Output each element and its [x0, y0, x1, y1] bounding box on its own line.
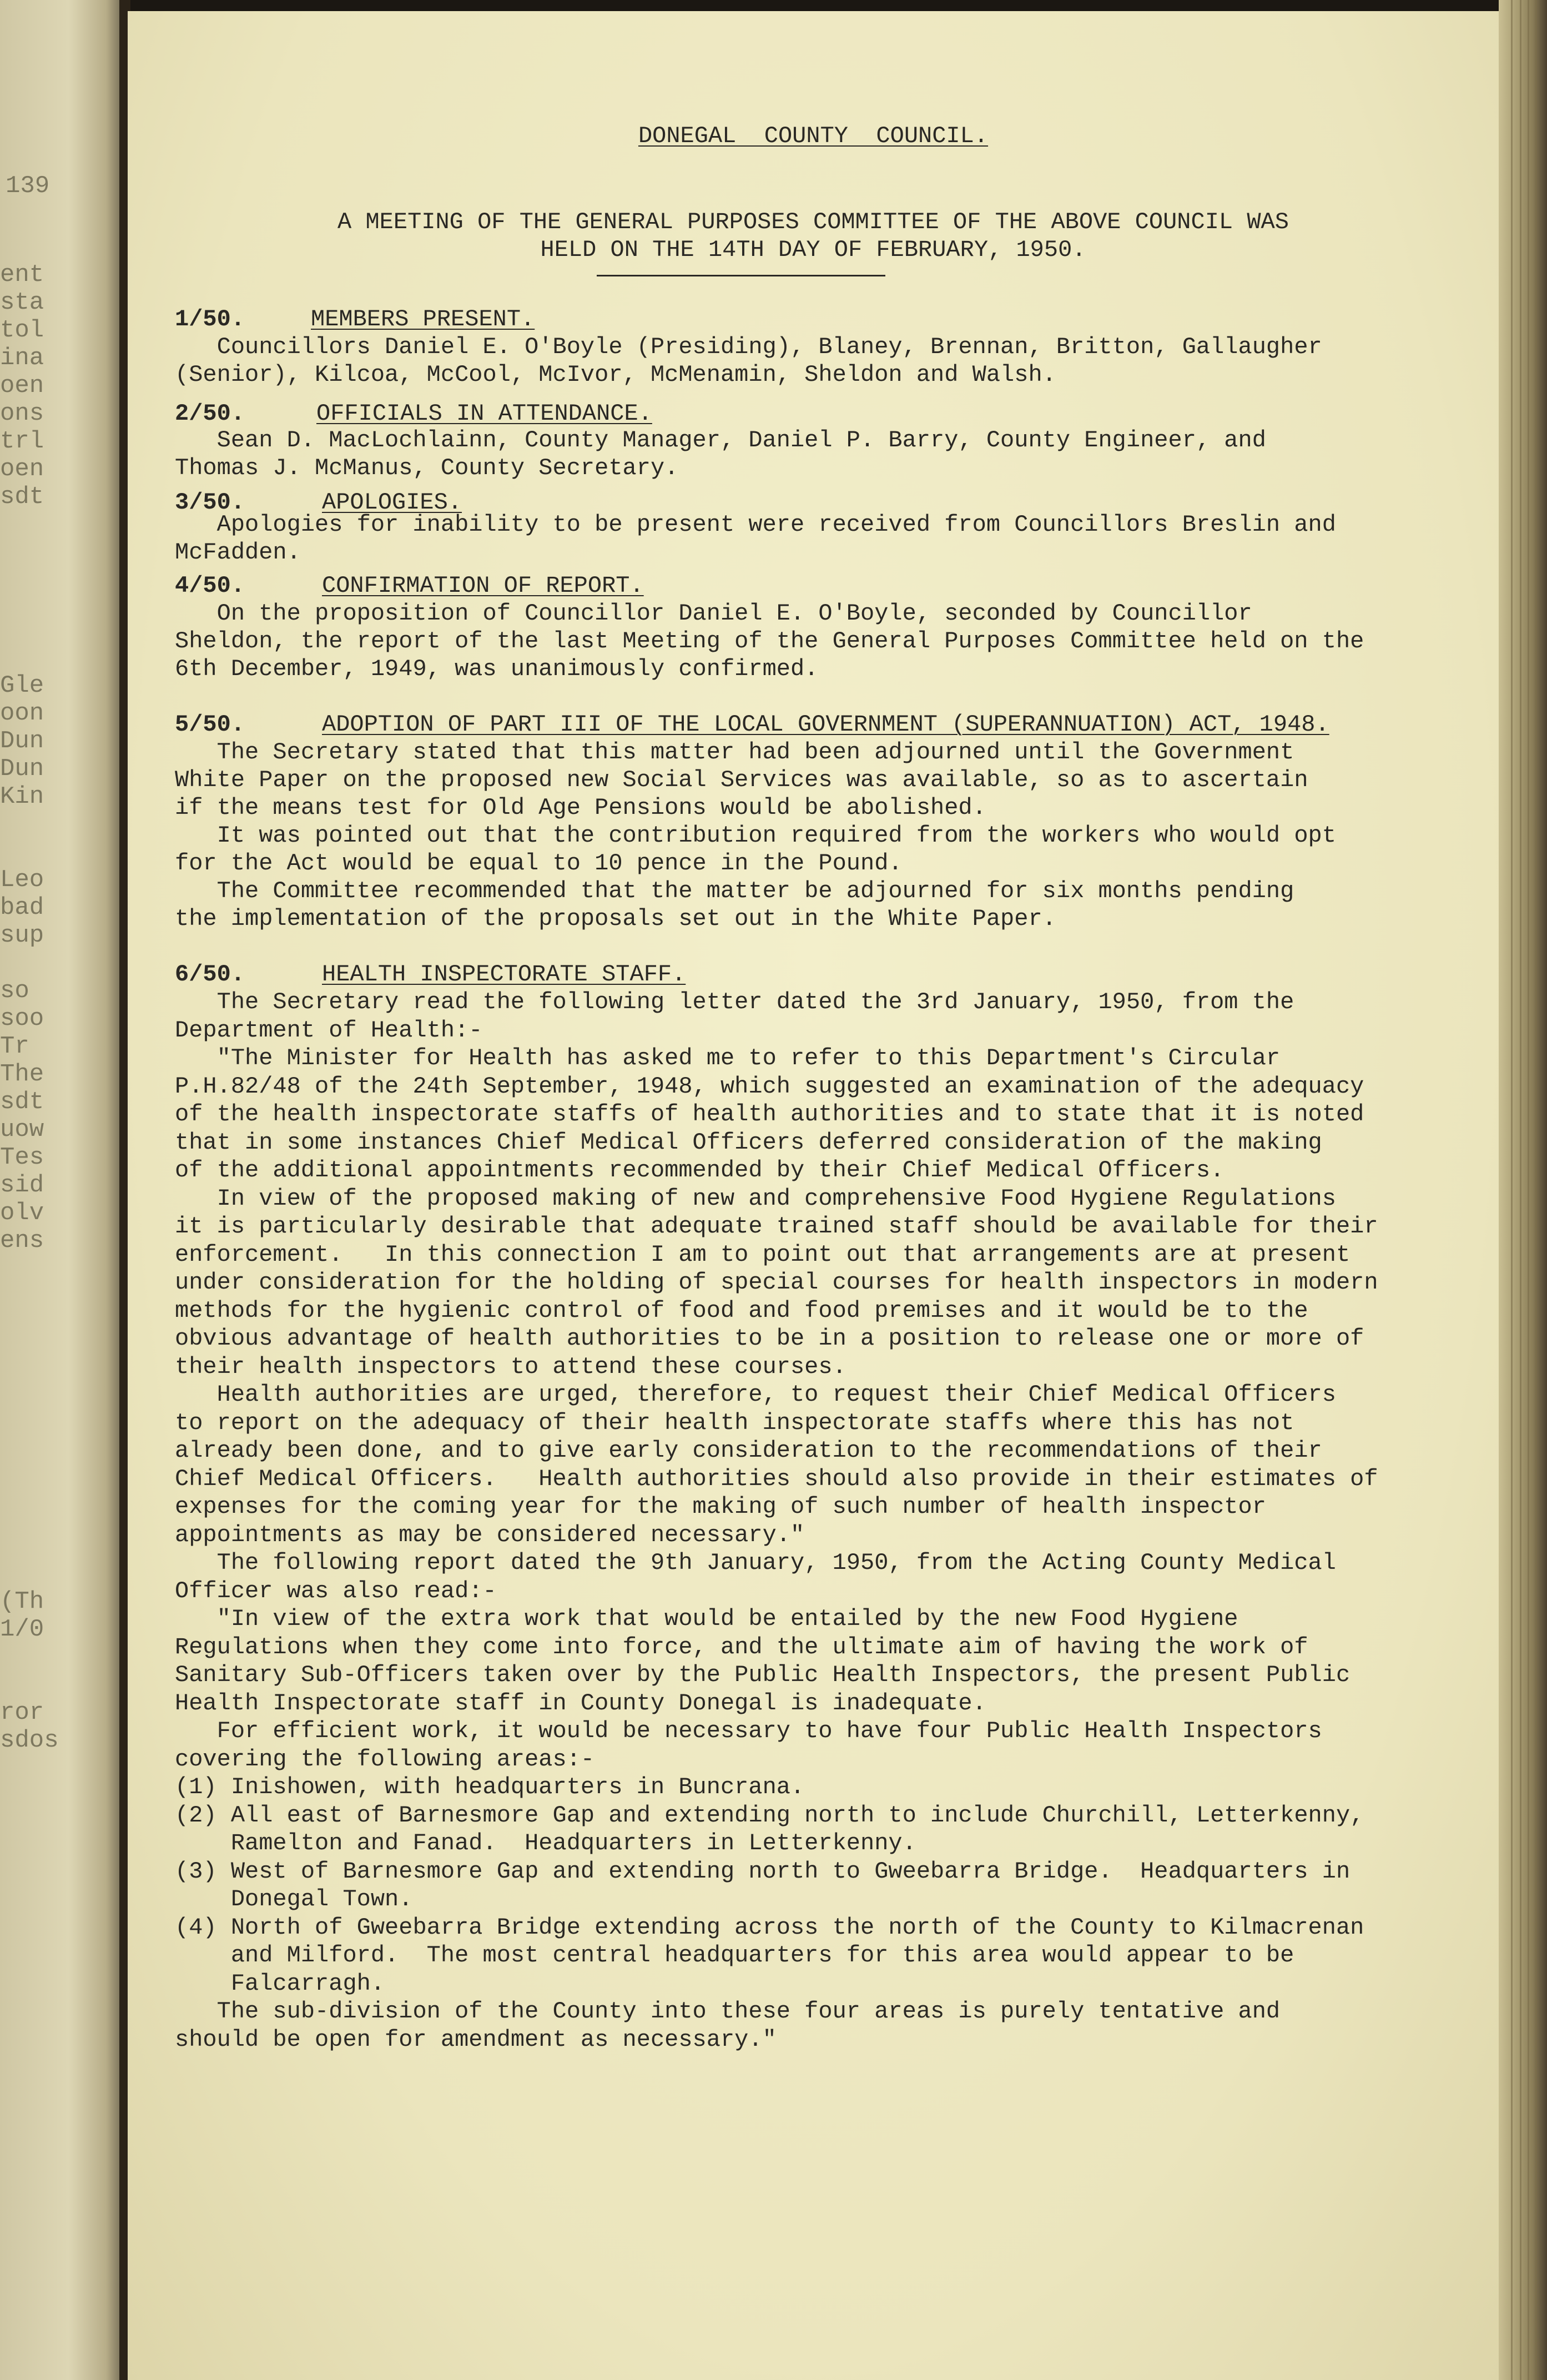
item-text-line: On the proposition of Councillor Daniel E. O'Boyle, seconded by Councillor: [175, 600, 1252, 627]
item-text-line: "In view of the extra work that would be entailed by the new Food Hygiene: [175, 1606, 1238, 1632]
item-text-line: enforcement. In this connection I am to point out that arrangements are at present: [175, 1241, 1351, 1268]
left-page-fragment: ens: [0, 1227, 44, 1255]
item-number: 3/50.: [175, 489, 245, 516]
left-page-fragment: Tr: [0, 1033, 29, 1060]
meeting-title-line-1: A MEETING OF THE GENERAL PURPOSES COMMITTEE OF THE ABOVE COUNCIL WAS: [337, 209, 1289, 235]
list-item: Ramelton and Fanad. Headquarters in Letterkenny.: [175, 1830, 916, 1856]
list-item: (2) All east of Barnesmore Gap and extending north to include Churchill, Letterkenny,: [175, 1802, 1364, 1829]
left-page-fragment: sid: [0, 1171, 44, 1199]
left-page-fragment: oen: [0, 455, 44, 483]
list-item: Falcarragh.: [175, 1970, 385, 1997]
page-stack-line: [1535, 0, 1537, 2380]
item-text-line: "The Minister for Health has asked me to refer to this Department's Circular: [175, 1045, 1281, 1071]
item-text-line: Health authorities are urged, therefore, to request their Chief Medical Officers: [175, 1381, 1336, 1408]
left-page-fragment: oon: [0, 700, 44, 727]
page-stack-line: [1528, 0, 1529, 2380]
item-text-line: The following report dated the 9th January, 1950, from the Acting County Medical: [175, 1549, 1336, 1576]
left-page-fragment: oen: [0, 372, 44, 400]
item-text-line: Health Inspectorate staff in County Donegal is inadequate.: [175, 1689, 986, 1717]
item-text-line: The Secretary stated that this matter had been adjourned until the Government: [175, 739, 1294, 766]
item-text-line: should be open for amendment as necessary.": [175, 2026, 777, 2053]
left-page-fragment: 1/0: [0, 1616, 44, 1643]
left-page-fragment: Dun: [0, 727, 44, 755]
left-page-fragment: sta: [0, 289, 44, 316]
item-heading: OFFICIALS IN ATTENDANCE.: [316, 400, 652, 427]
left-page-fragment: ons: [0, 400, 44, 427]
item-text-line: their health inspectors to attend these courses.: [175, 1353, 846, 1380]
item-text-line: under consideration for the holding of special courses for health inspectors in modern: [175, 1269, 1378, 1296]
list-item: Donegal Town.: [175, 1886, 413, 1913]
item-text-line: that in some instances Chief Medical Officers deferred consideration of the making: [175, 1129, 1322, 1156]
left-page-fragment: Tes: [0, 1144, 44, 1171]
left-page-fragment: 139: [6, 172, 50, 200]
left-page-fragment: uow: [0, 1116, 44, 1144]
list-item: (3) West of Barnesmore Gap and extending north to Gweebarra Bridge. Headquarters in: [175, 1858, 1351, 1885]
list-item: (1) Inishowen, with headquarters in Buncrana.: [175, 1774, 805, 1800]
item-text-line: appointments as may be considered necessary.": [175, 1521, 805, 1548]
item-number: 2/50.: [175, 400, 245, 427]
item-text-line: expenses for the coming year for the making of such number of health inspector: [175, 1493, 1266, 1520]
item-text-line: covering the following areas:-: [175, 1745, 595, 1773]
list-item: and Milford. The most central headquarters for this area would appear to be: [175, 1942, 1294, 1969]
item-text-line: already been done, and to give early consideration to the recommendations of their: [175, 1437, 1322, 1464]
item-text-line: The sub-division of the County into these four areas is purely tentative and: [175, 1998, 1281, 2025]
left-page-fragment: trl: [0, 427, 44, 455]
page-stack-line: [1511, 0, 1513, 2380]
item-text-line: The Committee recommended that the matter be adjourned for six months pending: [175, 878, 1294, 904]
item-text-line: Chief Medical Officers. Health authorities should also provide in their estimates of: [175, 1465, 1378, 1492]
left-page-fragment: ina: [0, 344, 44, 372]
item-text-line: Department of Health:-: [175, 1017, 483, 1044]
item-text-line: if the means test for Old Age Pensions would be abolished.: [175, 794, 986, 821]
item-text-line: For efficient work, it would be necessary to have four Public Health Inspectors: [175, 1718, 1322, 1744]
title-divider: [597, 275, 885, 276]
item-text-line: (Senior), Kilcoa, McCool, McIvor, McMenamin, Sheldon and Walsh.: [175, 361, 1056, 388]
document-page: [128, 11, 1499, 2380]
left-page-fragment: sdos: [0, 1727, 59, 1754]
item-text-line: Sean D. MacLochlainn, County Manager, Daniel P. Barry, County Engineer, and: [175, 427, 1266, 454]
left-page-fragment: soo: [0, 1005, 44, 1033]
left-page-fragment: olv: [0, 1199, 44, 1227]
left-page-fragment: sdt: [0, 1088, 44, 1116]
item-text-line: P.H.82/48 of the 24th September, 1948, which suggested an examination of the adequacy: [175, 1073, 1364, 1100]
left-page-fragment: sdt: [0, 483, 44, 511]
item-text-line: methods for the hygienic control of food and food premises and it would be to the: [175, 1297, 1308, 1324]
item-heading: CONFIRMATION OF REPORT.: [322, 572, 644, 599]
item-text-line: In view of the proposed making of new and comprehensive Food Hygiene Regulations: [175, 1185, 1336, 1212]
page-stack-line: [1520, 0, 1521, 2380]
item-text-line: Regulations when they come into force, and the ultimate aim of having the work of: [175, 1633, 1308, 1661]
item-text-line: 6th December, 1949, was unanimously confirmed.: [175, 656, 819, 682]
item-text-line: Thomas J. McManus, County Secretary.: [175, 455, 679, 481]
item-text-line: White Paper on the proposed new Social Services was available, so as to ascertain: [175, 767, 1308, 793]
item-text-line: Apologies for inability to be present were received from Councillors Breslin and: [175, 511, 1336, 538]
left-page-fragment: so: [0, 977, 29, 1005]
left-page-fragment: sup: [0, 922, 44, 949]
item-text-line: for the Act would be equal to 10 pence in the Pound.: [175, 850, 903, 877]
item-text-line: The Secretary read the following letter dated the 3rd January, 1950, from the: [175, 989, 1294, 1015]
item-text-line: Sanitary Sub-Officers taken over by the Public Health Inspectors, the present Public: [175, 1662, 1351, 1688]
item-number: 5/50.: [175, 711, 245, 738]
left-page-fragment: The: [0, 1060, 44, 1088]
left-facing-page-edge: [0, 0, 125, 2380]
item-text-line: Councillors Daniel E. O'Boyle (Presiding), Blaney, Brennan, Britton, Gallaugher: [175, 334, 1322, 360]
left-page-fragment: ent: [0, 261, 44, 289]
item-heading: ADOPTION OF PART III OF THE LOCAL GOVERNMENT (SUPERANNUATION) ACT, 1948.: [322, 711, 1329, 738]
list-item: (4) North of Gweebarra Bridge extending across the north of the County to Kilmacrenan: [175, 1914, 1364, 1941]
item-text-line: Sheldon, the report of the last Meeting of the General Purposes Committee held on the: [175, 628, 1364, 655]
item-number: 4/50.: [175, 572, 245, 599]
left-page-fragment: Kin: [0, 783, 44, 811]
left-page-fragment: tol: [0, 316, 44, 344]
item-text-line: to report on the adequacy of their health inspectorate staffs where this has not: [175, 1409, 1294, 1436]
left-page-fragment: Dun: [0, 755, 44, 783]
item-text-line: It was pointed out that the contribution required from the workers who would opt: [175, 822, 1336, 849]
item-number: 6/50.: [175, 961, 245, 988]
item-heading: HEALTH INSPECTORATE STAFF.: [322, 961, 686, 988]
item-heading: MEMBERS PRESENT.: [311, 306, 535, 333]
item-text-line: it is particularly desirable that adequate trained staff should be available for their: [175, 1213, 1378, 1240]
item-text-line: McFadden.: [175, 539, 301, 566]
left-page-fragment: Gle: [0, 672, 44, 700]
left-page-fragment: bad: [0, 894, 44, 922]
item-text-line: Officer was also read:-: [175, 1577, 497, 1604]
left-page-fragment: ror: [0, 1699, 44, 1727]
item-heading: APOLOGIES.: [322, 489, 462, 516]
page-stack-edge: [1499, 0, 1547, 2380]
meeting-title-line-2: HELD ON THE 14TH DAY OF FEBRUARY, 1950.: [540, 237, 1086, 263]
item-number: 1/50.: [175, 306, 245, 333]
council-title: DONEGAL COUNTY COUNCIL.: [638, 123, 989, 149]
item-text-line: of the health inspectorate staffs of health authorities and to state that it is noted: [175, 1101, 1364, 1128]
item-text-line: of the additional appointments recommended by their Chief Medical Officers.: [175, 1157, 1225, 1184]
left-page-fragment: (Th: [0, 1588, 44, 1616]
left-page-fragment: Leo: [0, 866, 44, 894]
item-text-line: obvious advantage of health authorities to be in a position to release one or more of: [175, 1325, 1364, 1352]
item-text-line: the implementation of the proposals set out in the White Paper.: [175, 905, 1056, 932]
